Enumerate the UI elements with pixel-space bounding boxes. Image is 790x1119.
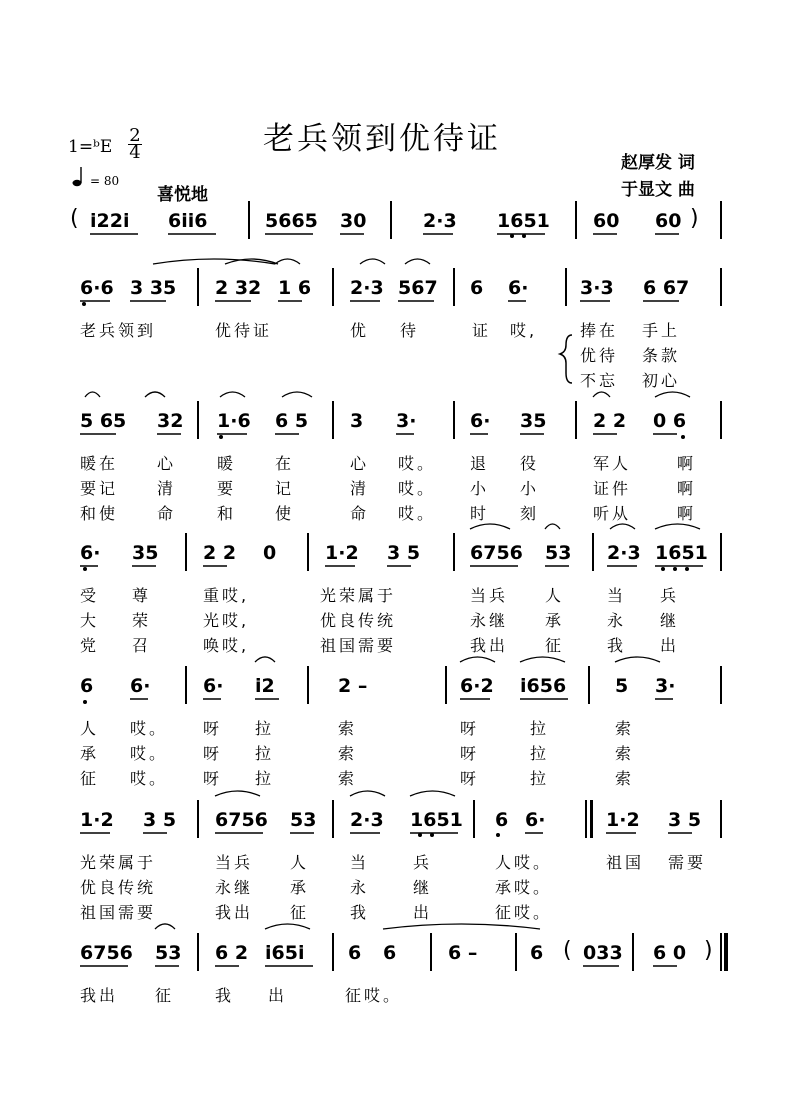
lyric-word: 退 bbox=[470, 454, 490, 473]
lyric-word: 祖国需要 bbox=[80, 903, 157, 922]
song-title: 老兵领到优待证 bbox=[263, 121, 501, 157]
lyric-word: 我出 bbox=[215, 903, 254, 922]
lyric-word: 哎。 bbox=[398, 454, 437, 473]
lyric-word: 祖国 bbox=[606, 853, 645, 872]
slur-mark bbox=[255, 657, 275, 662]
lyric-word: 出 bbox=[413, 903, 433, 922]
lyric-word: 呀 bbox=[460, 744, 480, 763]
note-group: 6 2 bbox=[215, 942, 249, 964]
lyric-word: 心 bbox=[350, 454, 370, 473]
note-group: 3 bbox=[350, 410, 364, 432]
note-group: 6·2 bbox=[460, 675, 494, 697]
lyric-word: 小 bbox=[520, 479, 540, 498]
note-group: 3·3 bbox=[580, 277, 614, 299]
parenthesis: ) bbox=[690, 206, 699, 231]
lyric-word: 承 bbox=[80, 744, 100, 763]
lyric-word: 条款 bbox=[642, 346, 681, 365]
note-group: 35 bbox=[132, 542, 159, 564]
lyric-word: 唤哎, bbox=[203, 636, 250, 655]
note-group: 32 bbox=[157, 410, 184, 432]
note-group: 1651 bbox=[497, 210, 550, 232]
slur-mark bbox=[383, 924, 540, 929]
lyric-word: 荣 bbox=[132, 611, 152, 630]
lyric-word: 命 bbox=[157, 504, 177, 523]
slur-mark bbox=[360, 259, 385, 264]
note-group: 6· bbox=[203, 675, 224, 697]
slur-mark bbox=[470, 524, 510, 529]
time-signature-bottom: 4 bbox=[129, 142, 141, 163]
note-group: 1·2 bbox=[606, 809, 640, 831]
slur-mark bbox=[145, 392, 165, 397]
note-group: 2·3 bbox=[350, 277, 384, 299]
note-group: 6 67 bbox=[643, 277, 690, 299]
lyric-word: 记 bbox=[275, 479, 295, 498]
composer: 于显文 曲 bbox=[621, 180, 695, 200]
note-group: 1·2 bbox=[325, 542, 359, 564]
octave-dot bbox=[681, 435, 685, 439]
lyric-word: 祖国需要 bbox=[320, 636, 397, 655]
lyric-word: 我 bbox=[607, 636, 627, 655]
lyric-word: 要记 bbox=[80, 479, 119, 498]
note-group: 1 6 bbox=[278, 277, 312, 299]
lyric-word: 需要 bbox=[668, 853, 707, 872]
lyric-word: 待 bbox=[400, 321, 420, 340]
note-group: 2·3 bbox=[423, 210, 457, 232]
note-group: i2 bbox=[255, 675, 275, 697]
note-group: 6756 bbox=[80, 942, 133, 964]
octave-dot bbox=[522, 234, 526, 238]
slur-mark bbox=[610, 524, 635, 529]
lyric-word: 捧在 bbox=[580, 321, 619, 340]
lyric-word: 光荣属于 bbox=[80, 853, 157, 872]
note-group: 6·6 bbox=[80, 277, 114, 299]
time-signature-top: 2 bbox=[129, 125, 141, 146]
lyric-word: 人 bbox=[545, 586, 565, 605]
lyric-word: 呀 bbox=[203, 744, 223, 763]
note-group: 6 bbox=[383, 942, 397, 964]
note-group: 6 bbox=[470, 277, 484, 299]
note-group: 60 bbox=[655, 210, 682, 232]
lyric-word: 啊 bbox=[677, 454, 697, 473]
lyric-word: 索 bbox=[338, 719, 358, 738]
lyric-word: 重哎, bbox=[203, 586, 250, 605]
slur-mark bbox=[282, 392, 312, 397]
lyric-word: 心 bbox=[157, 454, 177, 473]
lyric-word: 受 bbox=[80, 586, 100, 605]
lyric-word: 继 bbox=[660, 611, 680, 630]
note-group: 2 2 bbox=[593, 410, 627, 432]
note-group: 033 bbox=[583, 942, 623, 964]
lyric-word: 索 bbox=[338, 744, 358, 763]
lyric-word: 呀 bbox=[203, 719, 223, 738]
octave-dot bbox=[496, 833, 500, 837]
lyric-word: 出 bbox=[660, 636, 680, 655]
note-group: 6756 bbox=[215, 809, 268, 831]
note-group: 0 bbox=[263, 542, 277, 564]
lyric-word: 兵 bbox=[660, 586, 680, 605]
slur-mark bbox=[85, 392, 100, 397]
lyric-word: 出 bbox=[268, 986, 288, 1005]
note-group: 30 bbox=[340, 210, 367, 232]
note-group: 0 6 bbox=[653, 410, 687, 432]
lyric-word: 承 bbox=[290, 878, 310, 897]
note-group: 6· bbox=[525, 809, 546, 831]
slur-mark bbox=[520, 657, 565, 662]
lyric-word: 我出 bbox=[470, 636, 509, 655]
lyric-word: 征 bbox=[290, 903, 310, 922]
lyric-word: 索 bbox=[338, 769, 358, 788]
lyric-word: 呀 bbox=[460, 719, 480, 738]
note-group: 2 32 bbox=[215, 277, 262, 299]
note-group: 6 bbox=[348, 942, 362, 964]
lyric-word: 召 bbox=[132, 636, 152, 655]
lyric-word: 人 bbox=[80, 719, 100, 738]
octave-dot bbox=[418, 833, 422, 837]
lyric-word: 暖 bbox=[217, 454, 237, 473]
slur-mark bbox=[265, 924, 310, 929]
lyric-word: 永 bbox=[350, 878, 370, 897]
lyric-word: 哎。 bbox=[398, 479, 437, 498]
note-group: 53 bbox=[290, 809, 317, 831]
slur-mark bbox=[655, 524, 700, 529]
lyric-word: 拉 bbox=[530, 769, 550, 788]
lyric-word: 呀 bbox=[203, 769, 223, 788]
note-group: 1651 bbox=[410, 809, 463, 831]
lyric-word: 永 bbox=[607, 611, 627, 630]
lyric-word: 人 bbox=[290, 853, 310, 872]
lyric-word: 清 bbox=[350, 479, 370, 498]
lyric-word: 哎。 bbox=[130, 744, 169, 763]
slur-mark bbox=[615, 657, 660, 662]
lyric-word: 索 bbox=[615, 744, 635, 763]
tempo-marking: = 80 bbox=[90, 174, 120, 188]
lyric-word: 命 bbox=[350, 504, 370, 523]
lyric-word: 证 bbox=[472, 321, 492, 340]
note-group: 60 bbox=[593, 210, 620, 232]
lyric-word: 光哎, bbox=[203, 611, 250, 630]
parenthesis: ( bbox=[70, 206, 79, 231]
note-group: 3 35 bbox=[130, 277, 177, 299]
note-group: 6 bbox=[530, 942, 544, 964]
lyric-word: 拉 bbox=[255, 719, 275, 738]
lyric-word: 役 bbox=[520, 454, 540, 473]
note-group: 1·2 bbox=[80, 809, 114, 831]
octave-dot bbox=[661, 567, 665, 571]
lyric-word: 拉 bbox=[530, 719, 550, 738]
lyric-word: 听从 bbox=[593, 504, 632, 523]
lyric-word: 当 bbox=[350, 853, 370, 872]
note-group: 3 5 bbox=[668, 809, 702, 831]
slur-mark bbox=[593, 392, 610, 397]
lyric-word: 征 bbox=[545, 636, 565, 655]
lyric-word: 我 bbox=[350, 903, 370, 922]
note-group: i22i bbox=[90, 210, 130, 232]
lyric-word: 承哎。 bbox=[495, 878, 553, 897]
note-group: 2·3 bbox=[350, 809, 384, 831]
slur-mark bbox=[405, 259, 430, 264]
expression-marking: 喜悦地 bbox=[157, 185, 208, 205]
note-group: 5665 bbox=[265, 210, 318, 232]
note-group: 3 5 bbox=[143, 809, 177, 831]
lyric-word: 征哎。 bbox=[495, 903, 553, 922]
key-signature: 1=ᵇE bbox=[68, 137, 113, 157]
octave-dot bbox=[219, 435, 223, 439]
note-group: i65i bbox=[265, 942, 305, 964]
octave-dot bbox=[510, 234, 514, 238]
note-group: 53 bbox=[545, 542, 572, 564]
lyric-word: 拉 bbox=[255, 744, 275, 763]
note-group: 2 – bbox=[338, 675, 368, 697]
note-group: 6· bbox=[80, 542, 101, 564]
lyric-word: 优待证 bbox=[215, 321, 273, 340]
note-group: 6ii6 bbox=[168, 210, 208, 232]
slur-mark bbox=[155, 924, 175, 929]
lyric-word: 我 bbox=[215, 986, 235, 1005]
lyric-word: 暖在 bbox=[80, 454, 119, 473]
slur-mark bbox=[220, 392, 245, 397]
note-group: 6 5 bbox=[275, 410, 309, 432]
slur-mark bbox=[410, 791, 455, 796]
lyric-word: 和 bbox=[217, 504, 237, 523]
lyric-word: 尊 bbox=[132, 586, 152, 605]
lyric-word: 优良传统 bbox=[320, 611, 397, 630]
octave-dot bbox=[82, 302, 86, 306]
lyric-word: 优待 bbox=[580, 346, 619, 365]
lyric-word: 党 bbox=[80, 636, 100, 655]
lyric-word: 索 bbox=[615, 719, 635, 738]
slur-mark bbox=[275, 259, 300, 264]
lyric-word: 手上 bbox=[642, 321, 681, 340]
lyric-word: 承 bbox=[545, 611, 565, 630]
note-group: 1·6 bbox=[217, 410, 251, 432]
lyric-word: 光荣属于 bbox=[320, 586, 397, 605]
lyric-word: 不忘 bbox=[580, 371, 619, 390]
note-group: 6· bbox=[508, 277, 529, 299]
parenthesis: ) bbox=[704, 938, 713, 963]
lyric-word: 当 bbox=[607, 586, 627, 605]
note-group: 567 bbox=[398, 277, 438, 299]
note-group: 3 5 bbox=[387, 542, 421, 564]
lyric-word: 和使 bbox=[80, 504, 119, 523]
lyric-word: 优 bbox=[350, 321, 370, 340]
lyric-word: 索 bbox=[615, 769, 635, 788]
lyric-word: 拉 bbox=[530, 744, 550, 763]
lyric-word: 兵 bbox=[413, 853, 433, 872]
note-group: 3· bbox=[396, 410, 417, 432]
slur-mark bbox=[545, 524, 560, 529]
lyric-word: 征 bbox=[155, 986, 175, 1005]
lyric-word: 征 bbox=[80, 769, 100, 788]
lyric-word: 啊 bbox=[677, 504, 697, 523]
octave-dot bbox=[83, 700, 87, 704]
note-group: 6 0 bbox=[653, 942, 687, 964]
lyric-word: 永继 bbox=[215, 878, 254, 897]
lyric-word: 使 bbox=[275, 504, 295, 523]
lyric-word: 老兵领到 bbox=[80, 321, 157, 340]
lyric-word: 哎。 bbox=[130, 719, 169, 738]
octave-dot bbox=[430, 833, 434, 837]
lyric-word: 啊 bbox=[677, 479, 697, 498]
lyric-word: 呀 bbox=[460, 769, 480, 788]
lyric-word: 优良传统 bbox=[80, 878, 157, 897]
slur-mark bbox=[350, 791, 385, 796]
note-group: i656 bbox=[520, 675, 567, 697]
note-group: 2 2 bbox=[203, 542, 237, 564]
lyric-word: 证件 bbox=[593, 479, 632, 498]
note-group: 3· bbox=[655, 675, 676, 697]
note-group: 6 – bbox=[448, 942, 478, 964]
parenthesis: ( bbox=[563, 938, 572, 963]
slur-mark bbox=[215, 791, 260, 796]
lyric-word: 拉 bbox=[255, 769, 275, 788]
lyric-word: 时 bbox=[470, 504, 490, 523]
lyric-word: 在 bbox=[275, 454, 295, 473]
lyric-word: 哎, bbox=[510, 321, 538, 340]
slur-mark bbox=[460, 657, 495, 662]
lyric-word: 大 bbox=[80, 611, 100, 630]
lyric-word: 初心 bbox=[642, 371, 681, 390]
note-group: 5 65 bbox=[80, 410, 127, 432]
octave-dot bbox=[83, 567, 87, 571]
lyric-word: 我出 bbox=[80, 986, 119, 1005]
note-group: 53 bbox=[155, 942, 182, 964]
lyric-word: 当兵 bbox=[470, 586, 509, 605]
lyric-word: 当兵 bbox=[215, 853, 254, 872]
lyricist: 赵厚发 词 bbox=[621, 153, 695, 173]
note-group: 1651 bbox=[655, 542, 708, 564]
note-group: 2·3 bbox=[607, 542, 641, 564]
lyric-word: 小 bbox=[470, 479, 490, 498]
lyric-word: 清 bbox=[157, 479, 177, 498]
note-group: 6· bbox=[130, 675, 151, 697]
lyric-word: 刻 bbox=[520, 504, 540, 523]
octave-dot bbox=[685, 567, 689, 571]
note-group: 5 bbox=[615, 675, 629, 697]
octave-dot bbox=[673, 567, 677, 571]
note-group: 6 bbox=[495, 809, 509, 831]
lyric-word: 永继 bbox=[470, 611, 509, 630]
verse-brace bbox=[560, 335, 572, 383]
lyric-word: 要 bbox=[217, 479, 237, 498]
note-group: 6756 bbox=[470, 542, 523, 564]
lyric-word: 继 bbox=[413, 878, 433, 897]
lyric-word: 征哎。 bbox=[345, 986, 403, 1005]
lyric-word: 人哎。 bbox=[495, 853, 553, 872]
lyric-word: 哎。 bbox=[130, 769, 169, 788]
note-group: 6· bbox=[470, 410, 491, 432]
note-group: 35 bbox=[520, 410, 547, 432]
lyric-word: 哎。 bbox=[398, 504, 437, 523]
slur-mark bbox=[655, 392, 690, 397]
note-group: 6 bbox=[80, 675, 94, 697]
lyric-word: 军人 bbox=[593, 454, 632, 473]
